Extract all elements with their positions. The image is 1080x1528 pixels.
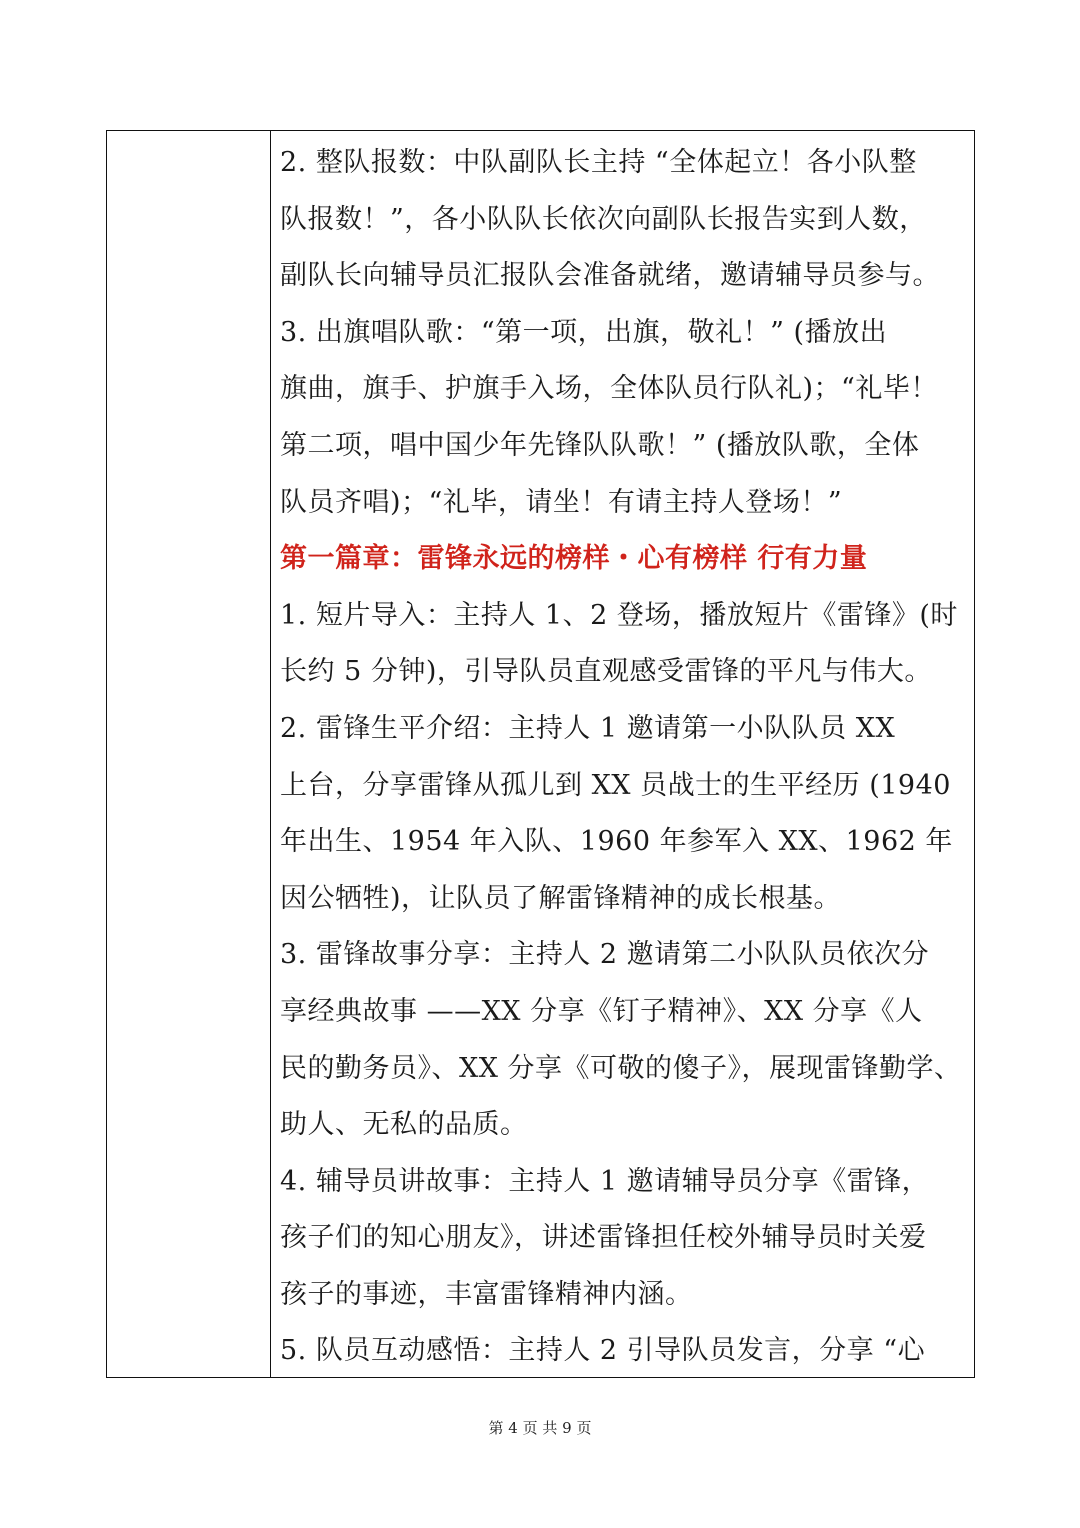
text-line: 4. 辅导员讲故事：主持人 1 邀请辅导员分享《雷锋， (280, 1165, 930, 1197)
text-line: 3. 出旗唱队歌：“第一项，出旗，敬礼！” (播放出 (280, 316, 888, 348)
text-line: 第二项，唱中国少年先锋队队歌！” (播放队歌，全体 (280, 429, 920, 461)
text-line: 民的勤务员》、XX 分享《可敬的傻子》，展现雷锋勤学、 (280, 1052, 962, 1084)
text-line: 孩子们的知心朋友》，讲述雷锋担任校外辅导员时关爱 (280, 1222, 927, 1254)
text-line: 队员齐唱)；“礼毕，请坐！有请主持人登场！” (280, 486, 843, 518)
text-line: 享经典故事 ——XX 分享《钉子精神》、XX 分享《人 (280, 995, 923, 1027)
text-line: 副队长向辅导员汇报队会准备就绪，邀请辅导员参与。 (280, 260, 940, 292)
text-line: 5. 队员互动感悟：主持人 2 引导队员发言，分享 “心 (280, 1335, 926, 1367)
text-line: 因公牺牲)，让队员了解雷锋精神的成长根基。 (280, 882, 842, 914)
content-table (106, 130, 975, 1378)
text-line: 队报数！”，各小队队长依次向副队长报告实到人数， (280, 203, 927, 235)
table-right-cell (271, 131, 974, 1377)
page-number-footer: 第 4 页 共 9 页 (488, 1419, 592, 1437)
table-left-cell (107, 131, 271, 1377)
text-line: 2. 整队报数：中队副队长主持 “全体起立！各小队整 (280, 147, 917, 178)
text-line: 年出生、1954 年入队、1960 年参军入 XX、1962 年 (280, 826, 953, 858)
text-line: 3. 雷锋故事分享：主持人 2 邀请第二小队队员依次分 (280, 939, 930, 971)
text-line: 旗曲，旗手、护旗手入场，全体队员行队礼)；“礼毕！ (280, 373, 938, 405)
text-line: 上台，分享雷锋从孤儿到 XX 员战士的生平经历 (1940 (280, 769, 951, 801)
section-heading: 第一篇章：雷锋永远的榜样・心有榜样 行有力量 (280, 543, 868, 575)
text-line: 孩子的事迹，丰富雷锋精神内涵。 (280, 1278, 693, 1310)
text-line: 长约 5 分钟)，引导队员直观感受雷锋的平凡与伟大。 (280, 656, 932, 688)
text-line: 1. 短片导入：主持人 1、2 登场，播放短片《雷锋》(时 (280, 599, 958, 631)
text-line: 2. 雷锋生平介绍：主持人 1 邀请第一小队队员 XX (280, 712, 896, 744)
text-line: 助人、无私的品质。 (280, 1109, 528, 1141)
